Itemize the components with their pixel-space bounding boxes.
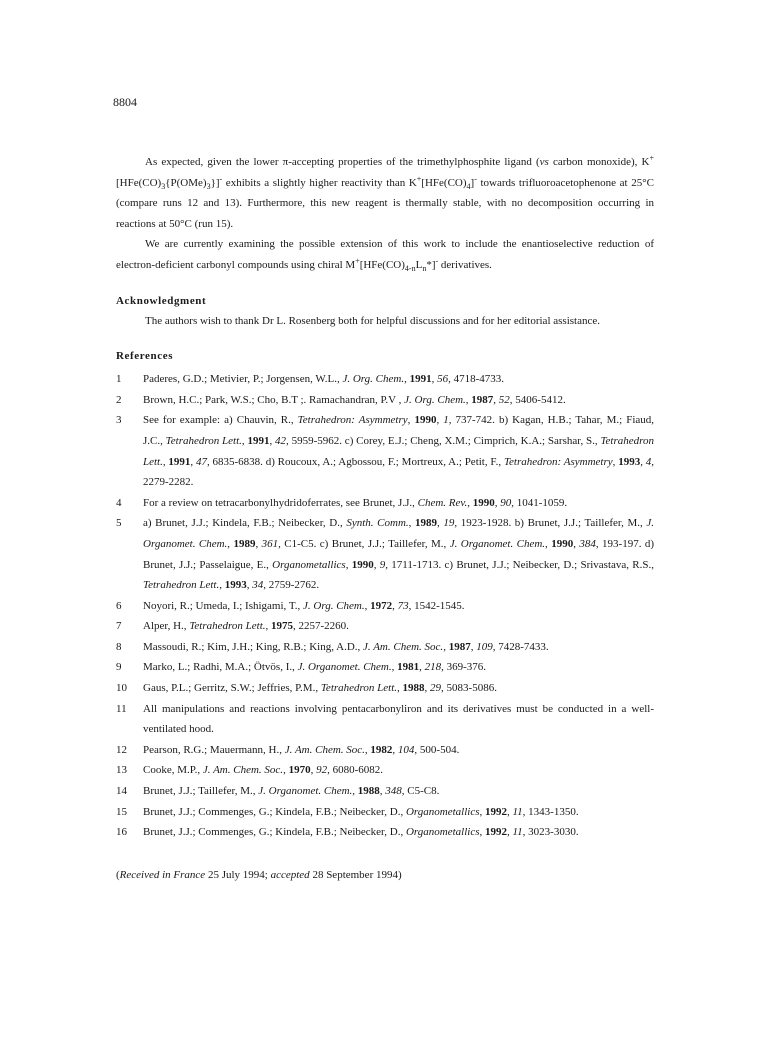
reference-segment: ,	[379, 785, 386, 798]
reference-item	[116, 740, 654, 761]
volume: 56	[437, 373, 449, 386]
volume: 218	[424, 661, 442, 674]
reference-segment: For a review on tetracarbonylhydridoferrates, see Brunet, J.J.,	[143, 496, 418, 509]
reference-number: 11	[116, 702, 127, 715]
volume: 42	[275, 434, 287, 447]
reference-segment: ,	[269, 434, 276, 447]
para1-formula-2a: [HFe(CO)	[421, 176, 467, 189]
reference-segment: Paderes, G.D.; Metivier, P.; Jorgensen, W.L.,	[143, 373, 343, 386]
reference-segment: ,	[470, 640, 477, 653]
year: 1970	[288, 764, 311, 777]
reference-segment: ,	[573, 537, 580, 550]
reference-segment: ,	[493, 393, 499, 406]
reference-segment: ,	[345, 558, 352, 571]
reference-text	[143, 657, 654, 678]
reference-text	[143, 781, 654, 802]
minus-2: -	[474, 173, 477, 183]
journal-name: J. Organomet. Chem.	[449, 537, 546, 550]
reference-text	[143, 493, 654, 514]
reference-item	[116, 822, 654, 843]
reference-text	[143, 410, 654, 492]
para2-formula-c: *]	[426, 258, 436, 271]
para1-formula-1b: {P(OMe)	[165, 176, 207, 189]
journal-name: J. Org. Chem.	[404, 393, 466, 406]
sub-4: 4	[466, 181, 471, 191]
reference-text	[143, 596, 654, 617]
volume: 361	[261, 537, 279, 550]
reference-segment: ,	[392, 743, 398, 756]
reference-number: 3	[116, 414, 122, 427]
reference-segment: ,	[397, 682, 403, 695]
accepted-label: accepted	[270, 868, 310, 881]
journal-name: Organometallics	[405, 805, 480, 818]
journal-name: Chem. Rev.	[417, 496, 468, 509]
year: 1981	[397, 661, 420, 674]
para1-text-d: towards trifluoroacetophenone at 25°C (compare runs 12 and 13). Furthermore, this new reagent is thermally stable, with no decomposition occurring in reactions at 50°C (run 15).	[116, 176, 654, 230]
reference-segment: Noyori, R.; Umeda, I.; Ishigami, T.,	[143, 599, 303, 612]
journal-name: J. Organomet. Chem.	[258, 785, 353, 798]
reference-segment: ,	[255, 537, 262, 550]
reference-segment: All manipulations and reactions involving pentacarbonyliron and its derivatives must be conducted in a well-ventilated hood.	[143, 702, 654, 736]
volume: 348	[385, 785, 402, 798]
volume: 9	[379, 558, 386, 571]
reference-segment: , 4718-4733.	[448, 373, 505, 386]
reference-number: 2	[116, 393, 122, 406]
reference-item	[116, 802, 654, 823]
reference-segment: , 1711-1713. c) Brunet, J.J.; Neibecker, D.; Srivastava, R.S.,	[385, 558, 654, 571]
reference-segment: Brunet, J.J.; Commenges, G.; Kindela, F.B.; Neibecker, D.,	[143, 826, 406, 839]
reference-segment: ,	[506, 826, 513, 839]
year: 1992	[484, 826, 507, 839]
received-open-paren: (	[116, 868, 120, 881]
reference-item	[116, 760, 654, 781]
volume: 384	[579, 537, 596, 550]
reference-segment: Brown, H.C.; Park, W.S.; Cho, B.T ;. Ramachandran, P.V ,	[143, 393, 405, 406]
vs-italic: vs	[539, 156, 549, 168]
reference-segment: ,	[437, 517, 444, 530]
reference-segment: ,	[352, 785, 358, 798]
reference-segment: ,	[419, 661, 425, 674]
received-date: 25 July 1994;	[207, 868, 268, 881]
volume: 73	[397, 599, 409, 612]
journal-name: Tetrahedron Lett.	[143, 579, 220, 592]
journal-name: Tetrahedron Lett.	[320, 682, 398, 695]
para2-formula-b: L	[415, 258, 423, 271]
year: 1992	[484, 805, 507, 818]
reference-segment: ,	[465, 393, 472, 406]
reference-segment: ,	[407, 414, 415, 427]
reference-segment: ,	[373, 558, 380, 571]
reference-item	[116, 781, 654, 802]
reference-segment: ,	[467, 496, 473, 509]
reference-segment: ,	[364, 599, 371, 612]
journal-name: Synth. Comm.	[346, 517, 409, 530]
year: 1989	[415, 517, 438, 530]
year: 1990	[551, 537, 574, 550]
journal-name: Organometallics	[272, 558, 346, 571]
reference-text	[143, 369, 654, 390]
reference-segment: ,	[227, 537, 234, 550]
reference-segment: Brunet, J.J.; Taillefer, M.,	[143, 785, 259, 798]
accepted-date: 28 September 1994)	[312, 868, 402, 881]
reference-item	[116, 410, 654, 492]
volume: 109	[476, 640, 493, 653]
journal-name: Tetrahedron Lett.	[189, 620, 266, 633]
reference-segment: , 2279-2282.	[143, 455, 654, 489]
reference-segment: ,	[283, 764, 289, 777]
reference-number: 10	[116, 682, 127, 695]
reference-text	[143, 616, 654, 637]
reference-segment: Gaus, P.L.; Gerritz, S.W.; Jeffries, P.M.,	[143, 682, 321, 695]
journal-name: Tetrahedron Lett.	[165, 434, 242, 447]
reference-segment: , 3023-3030.	[522, 826, 579, 839]
reference-segment: , 500-504.	[414, 743, 460, 756]
volume: 92	[316, 764, 328, 777]
acknowledgment-text: The authors wish to thank Dr L. Rosenberg both for helpful discussions and for her editorial assistance.	[145, 314, 600, 327]
year: 1987	[471, 393, 494, 406]
reference-segment: ,	[436, 414, 444, 427]
volume: 19	[443, 517, 455, 530]
reference-segment: Brunet, J.J.; Commenges, G.; Kindela, F.B.; Neibecker, D.,	[143, 805, 406, 818]
references-list	[116, 369, 654, 843]
reference-number: 12	[116, 743, 127, 756]
volume: 104	[397, 743, 415, 756]
year: 1991	[168, 455, 191, 468]
reference-text	[143, 760, 654, 781]
reference-segment: , 2759-2762.	[263, 579, 320, 592]
reference-segment: , 5406-5412.	[509, 393, 566, 406]
k-plus: +	[649, 153, 655, 163]
reference-item	[116, 513, 654, 595]
reference-segment: ,	[310, 764, 317, 777]
reference-text	[143, 678, 654, 699]
reference-segment: ,	[246, 579, 253, 592]
article-body	[116, 152, 654, 885]
reference-segment: ,	[494, 496, 501, 509]
reference-segment: Massoudi, R.; Kim, J.H.; King, R.B.; King, A.D.,	[143, 640, 364, 653]
page-number: 8804	[113, 95, 137, 109]
year: 1990	[414, 414, 437, 427]
reference-segment: ,	[404, 373, 410, 386]
year: 1975	[271, 620, 294, 633]
reference-text	[143, 699, 654, 740]
journal-name: Tetrahedron: Asymmetry	[503, 455, 613, 468]
reference-item	[116, 369, 654, 390]
reference-number: 16	[116, 826, 127, 839]
received-label: Received in France	[119, 868, 206, 881]
journal-name: Tetrahedron: Asymmetry	[297, 414, 408, 427]
volume: 11	[512, 826, 523, 839]
journal-name: J. Am. Chem. Soc.	[202, 764, 284, 777]
reference-segment: ,	[424, 682, 431, 695]
reference-segment: ,	[443, 640, 449, 653]
reference-segment: , 1041-1059.	[511, 496, 568, 509]
volume: 90	[500, 496, 512, 509]
para1-text-a: As expected, given the lower π-accepting properties of the trimethylphosphite ligand (	[145, 156, 540, 168]
reference-number: 8	[116, 640, 122, 653]
reference-text	[143, 390, 654, 411]
reference-segment: , C5-C8.	[401, 785, 440, 798]
reference-segment: Alper, H.,	[143, 620, 190, 633]
volume: 52	[498, 393, 510, 406]
para1-text-b: carbon monoxide), K	[548, 156, 650, 168]
year: 1991	[409, 373, 432, 386]
reference-segment: ,	[408, 517, 416, 530]
body-paragraph-1	[116, 152, 654, 234]
sub-n: n	[422, 264, 427, 274]
reference-item	[116, 678, 654, 699]
reference-text	[143, 513, 654, 595]
reference-segment: , 193-197. d) Brunet, J.J.; Passelaigue, E.,	[143, 537, 655, 571]
reference-segment: ,	[479, 805, 485, 818]
year: 1987	[448, 640, 471, 653]
reference-segment: ,	[241, 434, 248, 447]
para1-text-c: exhibits a slightly higher reactivity than K	[222, 176, 417, 189]
body-paragraph-2	[116, 234, 654, 275]
reference-item	[116, 699, 654, 740]
reference-segment: Marko, L.; Radhi, M.A.; Ötvös, I.,	[143, 661, 298, 674]
reference-number: 1	[116, 373, 122, 386]
reference-segment: , 5083-5086.	[441, 682, 497, 695]
reference-item	[116, 596, 654, 617]
reference-segment: Cooke, M.P.,	[143, 764, 203, 777]
reference-text	[143, 740, 654, 761]
reference-segment: ,	[506, 805, 513, 818]
para1-formula-1a: [HFe(CO)	[116, 176, 162, 189]
reference-segment: , 1343-1350.	[522, 805, 579, 818]
year: 1990	[472, 496, 495, 509]
received-line	[116, 865, 654, 886]
reference-number: 13	[116, 764, 127, 777]
reference-segment: ,	[364, 743, 371, 756]
reference-segment: ,	[479, 826, 485, 839]
minus-3: -	[435, 256, 439, 266]
reference-number: 4	[116, 496, 122, 509]
para2-formula-a: [HFe(CO)	[359, 258, 405, 271]
acknowledgment-heading: Acknowledgment	[116, 294, 207, 307]
journal-name: J. Organomet. Chem.	[297, 661, 392, 674]
reference-text	[143, 822, 654, 843]
reference-segment: , C1-C5. c) Brunet, J.J.; Taillefer, M.,	[278, 537, 450, 550]
k-plus-2: +	[416, 173, 422, 183]
minus-1: -	[219, 173, 223, 183]
references-heading: References	[116, 350, 174, 363]
reference-segment: ,	[640, 455, 646, 468]
sub-3a: 3	[161, 181, 166, 191]
reference-segment: ,	[612, 455, 619, 468]
para2-text-b: derivatives.	[438, 258, 492, 271]
volume: 4	[645, 455, 652, 468]
year: 1993	[224, 579, 247, 592]
year: 1982	[370, 743, 393, 756]
reference-segment: ,	[392, 599, 398, 612]
reference-segment: a) Brunet, J.J.; Kindela, F.B.; Neibecker, D.,	[143, 517, 347, 530]
reference-number: 7	[116, 620, 122, 633]
reference-segment: , 737-742. b) Kagan, H.B.; Tahar, M.; Fiaud, J.C.,	[143, 414, 655, 447]
volume: 11	[512, 805, 523, 818]
reference-segment: , 7428-7433.	[492, 640, 549, 653]
journal-name: Organometallics	[405, 826, 480, 839]
sub-3b: 3	[206, 181, 211, 191]
reference-segment: ,	[162, 455, 169, 468]
year: 1989	[233, 537, 256, 550]
year: 1990	[351, 558, 374, 571]
reference-number: 6	[116, 599, 122, 612]
volume: 1	[443, 414, 449, 427]
reference-item	[116, 637, 654, 658]
reference-item	[116, 390, 654, 411]
year: 1991	[247, 434, 270, 447]
volume: 34	[252, 579, 264, 592]
volume: 29	[430, 682, 442, 695]
year: 1988	[357, 785, 380, 798]
year: 1993	[618, 455, 641, 468]
reference-item	[116, 657, 654, 678]
journal-name: J. Organomet. Chem.	[143, 517, 655, 550]
reference-segment: , 369-376.	[441, 661, 487, 674]
reference-segment: ,	[190, 455, 196, 468]
reference-number: 14	[116, 785, 127, 798]
journal-name: Tetrahedron Lett.	[143, 434, 655, 468]
reference-segment: , 5959-5962. c) Corey, E.J.; Cheng, X.M.; Cimprich, K.A.; Sarshar, S.,	[286, 434, 601, 447]
sub-4-n: 4-n	[404, 264, 416, 274]
reference-segment: , 1542-1545.	[408, 599, 465, 612]
reference-segment: ,	[391, 661, 398, 674]
reference-segment: , 6835-6838. d) Roucoux, A.; Agbossou, F.; Mortreux, A.; Petit, F.,	[206, 455, 504, 468]
reference-number: 15	[116, 805, 127, 818]
reference-number: 5	[116, 517, 122, 530]
journal-name: J. Am. Chem. Soc.	[363, 640, 444, 653]
reference-segment: ,	[219, 579, 225, 592]
reference-segment: , 1923-1928. b) Brunet, J.J.; Taillefer, M.,	[454, 517, 647, 530]
reference-segment: , 2257-2260.	[293, 620, 349, 633]
reference-number: 9	[116, 661, 122, 674]
reference-item	[116, 616, 654, 637]
year: 1972	[370, 599, 393, 612]
year: 1988	[402, 682, 425, 695]
m-plus: +	[355, 256, 360, 266]
reference-segment: See for example: a) Chauvin, R.,	[143, 414, 298, 427]
journal-name: J. Org. Chem.	[342, 373, 405, 386]
reference-segment: Pearson, R.G.; Mauermann, H.,	[143, 743, 285, 756]
reference-segment: , 6080-6082.	[327, 764, 383, 777]
journal-name: J. Am. Chem. Soc.	[284, 743, 365, 756]
journal-name: J. Org. Chem.	[303, 599, 365, 612]
para2-text-a: We are currently examining the possible extension of this work to include the enantioselective reduction of electron-deficient carbonyl compounds using chiral M	[116, 238, 654, 271]
reference-segment: ,	[431, 373, 438, 386]
volume: 47	[195, 455, 207, 468]
para1-formula-2b: ]	[470, 176, 475, 189]
reference-segment: ,	[545, 537, 552, 550]
reference-item	[116, 493, 654, 514]
reference-text	[143, 802, 654, 823]
reference-text	[143, 637, 654, 658]
reference-segment: ,	[265, 620, 272, 633]
para1-formula-1c: }]	[210, 176, 220, 189]
